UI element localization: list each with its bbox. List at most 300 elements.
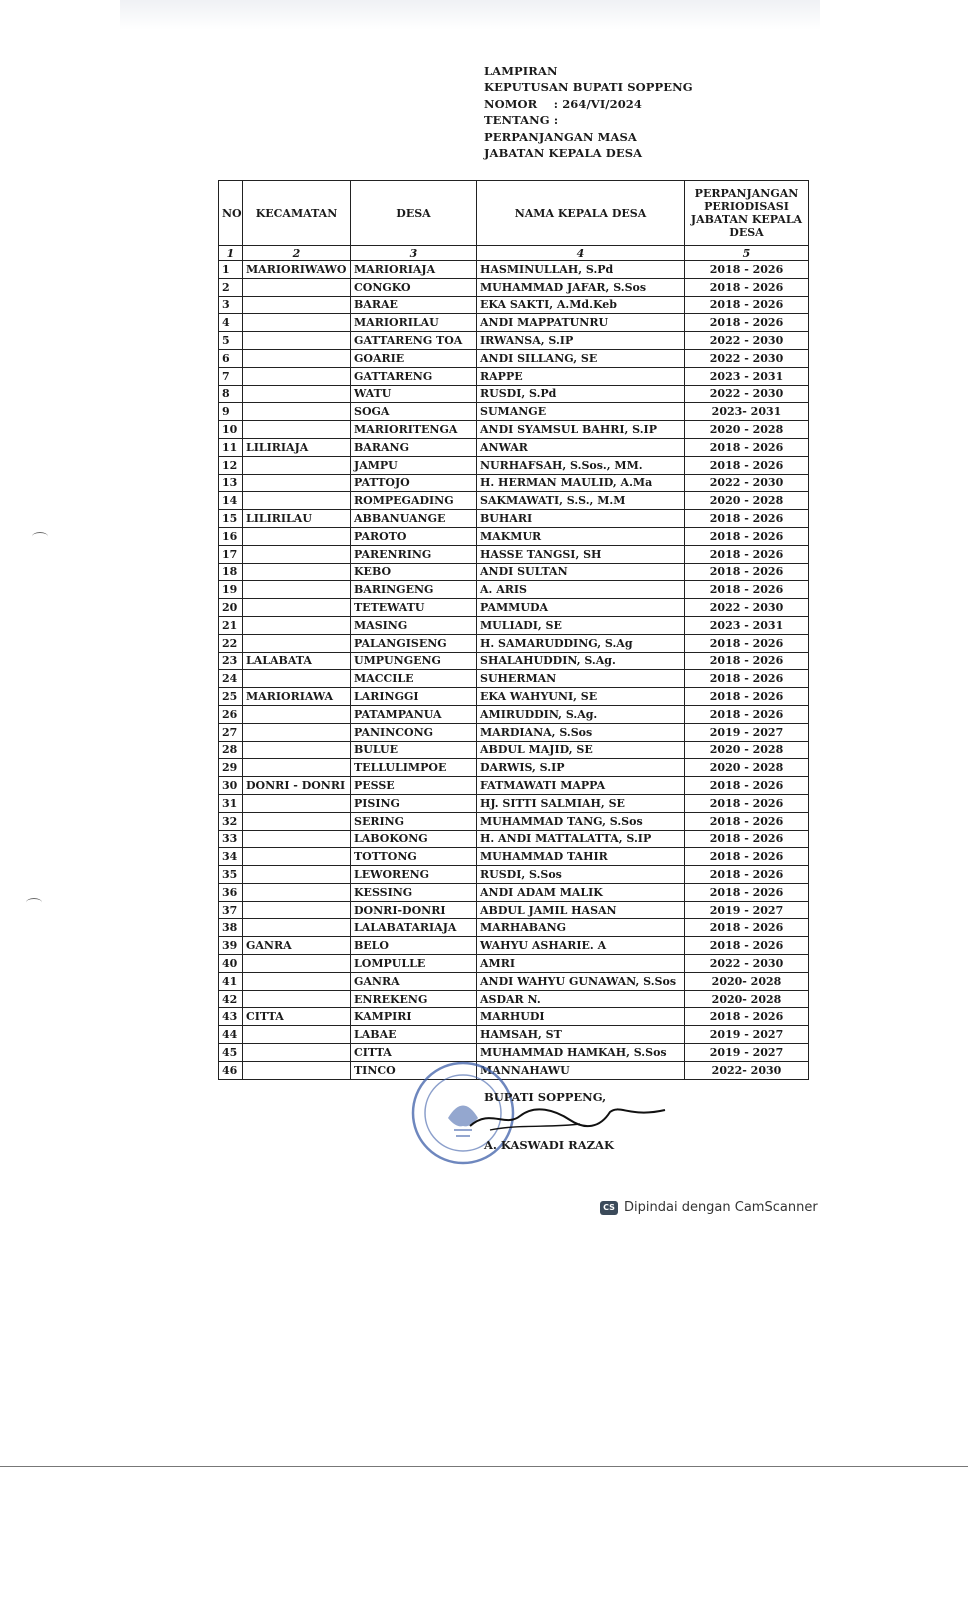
row-no: 6	[219, 349, 243, 367]
scan-mark	[32, 532, 48, 541]
table-row	[219, 261, 809, 279]
row-nama-kepala-desa: ABDUL MAJID, SE	[477, 741, 685, 759]
table-row	[219, 545, 809, 563]
table-body	[219, 261, 809, 1080]
signature-scribble	[460, 1098, 680, 1138]
row-desa: SOGA	[351, 403, 477, 421]
row-kecamatan	[243, 741, 351, 759]
table-row	[219, 759, 809, 777]
row-nama-kepala-desa: ABDUL JAMIL HASAN	[477, 901, 685, 919]
row-no: 38	[219, 919, 243, 937]
row-nama-kepala-desa: ANWAR	[477, 438, 685, 456]
table-row	[219, 456, 809, 474]
row-periode: 2018 - 2026	[685, 456, 809, 474]
table-row	[219, 349, 809, 367]
row-no: 2	[219, 278, 243, 296]
row-desa: KEBO	[351, 563, 477, 581]
row-desa: PARENRING	[351, 545, 477, 563]
row-kecamatan	[243, 332, 351, 350]
table-row	[219, 403, 809, 421]
row-nama-kepala-desa: SUMANGE	[477, 403, 685, 421]
row-periode: 2018 - 2026	[685, 510, 809, 528]
row-nama-kepala-desa: RUSDI, S.Sos	[477, 866, 685, 884]
row-no: 25	[219, 688, 243, 706]
row-desa: WATU	[351, 385, 477, 403]
row-no: 41	[219, 972, 243, 990]
row-kecamatan	[243, 812, 351, 830]
header-line: JABATAN KEPALA DESA	[484, 146, 643, 161]
row-kecamatan	[243, 563, 351, 581]
table-row	[219, 866, 809, 884]
row-desa: TETEWATU	[351, 599, 477, 617]
row-no: 16	[219, 527, 243, 545]
row-kecamatan	[243, 883, 351, 901]
row-periode: 2018 - 2026	[685, 634, 809, 652]
row-kecamatan	[243, 705, 351, 723]
column-number: 2	[243, 246, 351, 261]
row-desa: MASING	[351, 616, 477, 634]
row-periode: 2018 - 2026	[685, 777, 809, 795]
table-row	[219, 599, 809, 617]
table-row	[219, 990, 809, 1008]
row-kecamatan	[243, 599, 351, 617]
column-header-nama-kepala-desa: NAMA KEPALA DESA	[477, 181, 685, 246]
row-kecamatan: LILIRILAU	[243, 510, 351, 528]
row-kecamatan	[243, 527, 351, 545]
row-no: 35	[219, 866, 243, 884]
row-kecamatan	[243, 723, 351, 741]
row-kecamatan	[243, 456, 351, 474]
row-periode: 2018 - 2026	[685, 688, 809, 706]
row-no: 22	[219, 634, 243, 652]
column-header-perpanjangan: PERPANJANGAN PERIODISASI JABATAN KEPALA DESA	[685, 181, 809, 246]
row-kecamatan	[243, 1026, 351, 1044]
row-desa: SERING	[351, 812, 477, 830]
row-kecamatan	[243, 616, 351, 634]
row-no: 15	[219, 510, 243, 528]
row-desa: LALABATARIAJA	[351, 919, 477, 937]
column-number: 1	[219, 246, 243, 261]
row-kecamatan	[243, 349, 351, 367]
row-periode: 2019 - 2027	[685, 901, 809, 919]
row-periode: 2023 - 2031	[685, 616, 809, 634]
row-kecamatan: CITTA	[243, 1008, 351, 1026]
scan-artifact	[120, 0, 820, 30]
row-periode: 2018 - 2026	[685, 883, 809, 901]
row-desa: TINCO	[351, 1061, 477, 1079]
row-periode: 2022 - 2030	[685, 349, 809, 367]
table-row	[219, 510, 809, 528]
table-row	[219, 777, 809, 795]
row-periode: 2020 - 2028	[685, 492, 809, 510]
row-nama-kepala-desa: SAKMAWATI, S.S., M.M	[477, 492, 685, 510]
row-periode: 2018 - 2026	[685, 581, 809, 599]
row-no: 3	[219, 296, 243, 314]
table-row	[219, 527, 809, 545]
row-no: 19	[219, 581, 243, 599]
row-desa: MARIORIAJA	[351, 261, 477, 279]
row-kecamatan	[243, 955, 351, 973]
village-head-table	[218, 180, 809, 1080]
row-no: 5	[219, 332, 243, 350]
row-kecamatan	[243, 278, 351, 296]
row-no: 17	[219, 545, 243, 563]
row-kecamatan	[243, 1044, 351, 1062]
row-periode: 2018 - 2026	[685, 705, 809, 723]
row-periode: 2022 - 2030	[685, 955, 809, 973]
row-nama-kepala-desa: DARWIS, S.IP	[477, 759, 685, 777]
row-periode: 2018 - 2026	[685, 261, 809, 279]
row-nama-kepala-desa: ANDI SILLANG, SE	[477, 349, 685, 367]
row-no: 10	[219, 421, 243, 439]
row-periode: 2020- 2028	[685, 972, 809, 990]
table-row	[219, 563, 809, 581]
row-periode: 2018 - 2026	[685, 527, 809, 545]
table-row	[219, 332, 809, 350]
row-periode: 2020 - 2028	[685, 421, 809, 439]
row-periode: 2018 - 2026	[685, 794, 809, 812]
column-number-row	[219, 246, 809, 261]
row-desa: LOMPULLE	[351, 955, 477, 973]
table-row	[219, 474, 809, 492]
row-desa: TELLULIMPOE	[351, 759, 477, 777]
row-no: 46	[219, 1061, 243, 1079]
row-no: 39	[219, 937, 243, 955]
row-periode: 2022 - 2030	[685, 599, 809, 617]
table-row	[219, 1026, 809, 1044]
row-nama-kepala-desa: MUHAMMAD TANG, S.Sos	[477, 812, 685, 830]
column-header-no: NO	[219, 181, 243, 246]
row-no: 32	[219, 812, 243, 830]
row-nama-kepala-desa: SHALAHUDDIN, S.Ag.	[477, 652, 685, 670]
row-nama-kepala-desa: MUHAMMAD TAHIR	[477, 848, 685, 866]
row-kecamatan	[243, 492, 351, 510]
row-desa: BULUE	[351, 741, 477, 759]
row-nama-kepala-desa: ANDI SULTAN	[477, 563, 685, 581]
camscanner-logo-icon: CS	[600, 1201, 618, 1215]
row-periode: 2018 - 2026	[685, 848, 809, 866]
row-no: 18	[219, 563, 243, 581]
row-desa: LABOKONG	[351, 830, 477, 848]
table-row	[219, 705, 809, 723]
row-periode: 2018 - 2026	[685, 670, 809, 688]
row-kecamatan	[243, 1061, 351, 1079]
row-periode: 2020 - 2028	[685, 741, 809, 759]
table-row	[219, 581, 809, 599]
row-kecamatan	[243, 990, 351, 1008]
decree-header	[484, 63, 693, 161]
header-line: PERPANJANGAN MASA	[484, 129, 637, 144]
row-kecamatan: MARIORIAWA	[243, 688, 351, 706]
row-desa: PISING	[351, 794, 477, 812]
row-nama-kepala-desa: MAKMUR	[477, 527, 685, 545]
table-row	[219, 314, 809, 332]
row-no: 30	[219, 777, 243, 795]
row-desa: PATTOJO	[351, 474, 477, 492]
table-row	[219, 812, 809, 830]
row-nama-kepala-desa: AMRI	[477, 955, 685, 973]
row-desa: GANRA	[351, 972, 477, 990]
row-no: 24	[219, 670, 243, 688]
row-kecamatan	[243, 581, 351, 599]
row-nama-kepala-desa: SUHERMAN	[477, 670, 685, 688]
row-periode: 2018 - 2026	[685, 812, 809, 830]
row-no: 29	[219, 759, 243, 777]
row-kecamatan	[243, 972, 351, 990]
row-kecamatan	[243, 794, 351, 812]
row-nama-kepala-desa: ANDI SYAMSUL BAHRI, S.IP	[477, 421, 685, 439]
row-nama-kepala-desa: H. ANDI MATTALATTA, S.IP	[477, 830, 685, 848]
row-no: 26	[219, 705, 243, 723]
row-periode: 2019 - 2027	[685, 1026, 809, 1044]
row-nama-kepala-desa: MARHUDI	[477, 1008, 685, 1026]
row-desa: MARIORILAU	[351, 314, 477, 332]
table-row	[219, 1008, 809, 1026]
row-kecamatan: LALABATA	[243, 652, 351, 670]
row-desa: MACCILE	[351, 670, 477, 688]
row-nama-kepala-desa: ASDAR N.	[477, 990, 685, 1008]
row-kecamatan	[243, 634, 351, 652]
row-kecamatan	[243, 474, 351, 492]
row-no: 4	[219, 314, 243, 332]
row-no: 34	[219, 848, 243, 866]
row-desa: KESSING	[351, 883, 477, 901]
row-nama-kepala-desa: PAMMUDA	[477, 599, 685, 617]
row-no: 43	[219, 1008, 243, 1026]
row-no: 44	[219, 1026, 243, 1044]
table-row	[219, 741, 809, 759]
row-nama-kepala-desa: HJ. SITTI SALMIAH, SE	[477, 794, 685, 812]
row-desa: LABAE	[351, 1026, 477, 1044]
row-no: 21	[219, 616, 243, 634]
row-desa: BARAE	[351, 296, 477, 314]
row-periode: 2018 - 2026	[685, 1008, 809, 1026]
row-kecamatan	[243, 403, 351, 421]
row-kecamatan: MARIORIWAWO	[243, 261, 351, 279]
row-desa: GATTARENG TOA	[351, 332, 477, 350]
row-periode: 2023- 2031	[685, 403, 809, 421]
row-desa: ENREKENG	[351, 990, 477, 1008]
row-no: 31	[219, 794, 243, 812]
row-kecamatan	[243, 314, 351, 332]
row-periode: 2019 - 2027	[685, 1044, 809, 1062]
row-desa: DONRI-DONRI	[351, 901, 477, 919]
row-periode: 2018 - 2026	[685, 438, 809, 456]
row-nama-kepala-desa: ANDI MAPPATUNRU	[477, 314, 685, 332]
table-row	[219, 883, 809, 901]
row-no: 7	[219, 367, 243, 385]
table-row	[219, 492, 809, 510]
table-row	[219, 901, 809, 919]
row-periode: 2022 - 2030	[685, 474, 809, 492]
row-periode: 2018 - 2026	[685, 937, 809, 955]
row-nama-kepala-desa: MUHAMMAD HAMKAH, S.Sos	[477, 1044, 685, 1062]
row-no: 11	[219, 438, 243, 456]
signatory-name: A. KASWADI RAZAK	[484, 1138, 614, 1152]
column-number: 4	[477, 246, 685, 261]
row-nama-kepala-desa: HASMINULLAH, S.Pd	[477, 261, 685, 279]
table-row	[219, 634, 809, 652]
row-desa: BARANG	[351, 438, 477, 456]
row-no: 23	[219, 652, 243, 670]
row-desa: BARINGENG	[351, 581, 477, 599]
row-no: 37	[219, 901, 243, 919]
row-periode: 2018 - 2026	[685, 296, 809, 314]
row-no: 27	[219, 723, 243, 741]
table-row	[219, 652, 809, 670]
table-header-row	[219, 181, 809, 246]
row-no: 36	[219, 883, 243, 901]
row-nama-kepala-desa: EKA SAKTI, A.Md.Keb	[477, 296, 685, 314]
row-periode: 2022 - 2030	[685, 332, 809, 350]
table-row	[219, 937, 809, 955]
row-periode: 2018 - 2026	[685, 830, 809, 848]
row-kecamatan	[243, 759, 351, 777]
table-row	[219, 919, 809, 937]
row-nama-kepala-desa: H. SAMARUDDING, S.Ag	[477, 634, 685, 652]
row-kecamatan	[243, 848, 351, 866]
row-desa: LEWORENG	[351, 866, 477, 884]
table-row	[219, 688, 809, 706]
header-line: NOMOR : 264/VI/2024	[484, 96, 643, 111]
column-header-desa: DESA	[351, 181, 477, 246]
table-row	[219, 296, 809, 314]
column-number: 5	[685, 246, 809, 261]
table-row	[219, 421, 809, 439]
row-nama-kepala-desa: NURHAFSAH, S.Sos., MM.	[477, 456, 685, 474]
scan-mark	[26, 898, 42, 907]
row-periode: 2022 - 2030	[685, 385, 809, 403]
row-kecamatan	[243, 901, 351, 919]
row-nama-kepala-desa: ANDI WAHYU GUNAWAN, S.Sos	[477, 972, 685, 990]
row-periode: 2018 - 2026	[685, 919, 809, 937]
row-periode: 2018 - 2026	[685, 545, 809, 563]
row-desa: BELO	[351, 937, 477, 955]
row-nama-kepala-desa: HAMSAH, ST	[477, 1026, 685, 1044]
table-row	[219, 955, 809, 973]
row-periode: 2018 - 2026	[685, 278, 809, 296]
row-no: 40	[219, 955, 243, 973]
row-no: 28	[219, 741, 243, 759]
table-row	[219, 385, 809, 403]
header-line: TENTANG :	[484, 113, 559, 128]
row-nama-kepala-desa: HASSE TANGSI, SH	[477, 545, 685, 563]
row-kecamatan: DONRI - DONRI	[243, 777, 351, 795]
row-kecamatan	[243, 421, 351, 439]
row-no: 9	[219, 403, 243, 421]
signatory-title: BUPATI SOPPENG,	[484, 1090, 607, 1104]
table-row	[219, 830, 809, 848]
row-nama-kepala-desa: FATMAWATI MAPPA	[477, 777, 685, 795]
row-no: 12	[219, 456, 243, 474]
row-no: 42	[219, 990, 243, 1008]
table-row	[219, 278, 809, 296]
row-no: 1	[219, 261, 243, 279]
table-row	[219, 848, 809, 866]
row-periode: 2019 - 2027	[685, 723, 809, 741]
row-desa: ABBANUANGE	[351, 510, 477, 528]
row-nama-kepala-desa: EKA WAHYUNI, SE	[477, 688, 685, 706]
table-row	[219, 367, 809, 385]
row-nama-kepala-desa: MUHAMMAD JAFAR, S.Sos	[477, 278, 685, 296]
row-desa: GOARIE	[351, 349, 477, 367]
camscanner-watermark	[600, 1200, 818, 1215]
row-desa: GATTARENG	[351, 367, 477, 385]
row-desa: UMPUNGENG	[351, 652, 477, 670]
table-row	[219, 723, 809, 741]
row-periode: 2018 - 2026	[685, 866, 809, 884]
row-desa: PANINCONG	[351, 723, 477, 741]
row-nama-kepala-desa: MARHABANG	[477, 919, 685, 937]
row-no: 33	[219, 830, 243, 848]
row-kecamatan	[243, 919, 351, 937]
row-nama-kepala-desa: ANDI ADAM MALIK	[477, 883, 685, 901]
row-desa: KAMPIRI	[351, 1008, 477, 1026]
row-desa: PAROTO	[351, 527, 477, 545]
row-kecamatan: LILIRIAJA	[243, 438, 351, 456]
row-periode: 2020 - 2028	[685, 759, 809, 777]
row-no: 8	[219, 385, 243, 403]
row-nama-kepala-desa: RUSDI, S.Pd	[477, 385, 685, 403]
row-periode: 2020- 2028	[685, 990, 809, 1008]
header-line: KEPUTUSAN BUPATI SOPPENG	[484, 80, 693, 95]
row-desa: CITTA	[351, 1044, 477, 1062]
row-nama-kepala-desa: MANNAHAWU	[477, 1061, 685, 1079]
row-kecamatan	[243, 866, 351, 884]
row-desa: ROMPEGADING	[351, 492, 477, 510]
row-nama-kepala-desa: H. HERMAN MAULID, A.Ma	[477, 474, 685, 492]
row-no: 13	[219, 474, 243, 492]
row-periode: 2023 - 2031	[685, 367, 809, 385]
row-kecamatan	[243, 545, 351, 563]
table-row	[219, 794, 809, 812]
row-desa: JAMPU	[351, 456, 477, 474]
row-desa: PESSE	[351, 777, 477, 795]
row-periode: 2018 - 2026	[685, 314, 809, 332]
column-header-kecamatan: KECAMATAN	[243, 181, 351, 246]
row-desa: MARIORITENGA	[351, 421, 477, 439]
header-line: LAMPIRAN	[484, 64, 558, 78]
row-kecamatan	[243, 385, 351, 403]
row-desa: TOTTONG	[351, 848, 477, 866]
row-desa: PALANGISENG	[351, 634, 477, 652]
camscanner-text: Dipindai dengan CamScanner	[624, 1200, 818, 1215]
row-kecamatan: GANRA	[243, 937, 351, 955]
scan-edge-line	[0, 1466, 968, 1467]
table-row	[219, 972, 809, 990]
row-periode: 2018 - 2026	[685, 563, 809, 581]
table-row	[219, 438, 809, 456]
row-no: 45	[219, 1044, 243, 1062]
row-nama-kepala-desa: BUHARI	[477, 510, 685, 528]
row-no: 14	[219, 492, 243, 510]
column-number: 3	[351, 246, 477, 261]
table-row	[219, 616, 809, 634]
row-nama-kepala-desa: A. ARIS	[477, 581, 685, 599]
row-nama-kepala-desa: AMIRUDDIN, S.Ag.	[477, 705, 685, 723]
table-row	[219, 670, 809, 688]
row-desa: LARINGGI	[351, 688, 477, 706]
row-periode: 2018 - 2026	[685, 652, 809, 670]
row-no: 20	[219, 599, 243, 617]
row-desa: CONGKO	[351, 278, 477, 296]
row-nama-kepala-desa: MULIADI, SE	[477, 616, 685, 634]
row-nama-kepala-desa: WAHYU ASHARIE. A	[477, 937, 685, 955]
row-nama-kepala-desa: MARDIANA, S.Sos	[477, 723, 685, 741]
row-kecamatan	[243, 670, 351, 688]
row-nama-kepala-desa: RAPPE	[477, 367, 685, 385]
row-kecamatan	[243, 296, 351, 314]
